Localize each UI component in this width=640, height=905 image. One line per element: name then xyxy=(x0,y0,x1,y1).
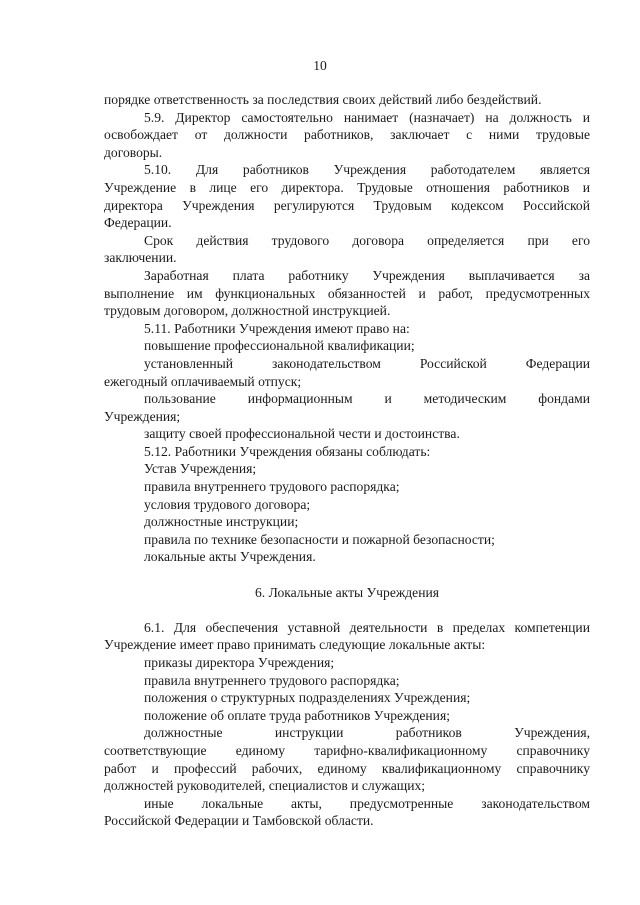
text-line: Устав Учреждения; xyxy=(144,461,257,477)
text-block-section-5 xyxy=(104,91,590,566)
text-line: освобождает от должности работников, заключает с ними трудовые xyxy=(104,127,590,143)
text-line: повышение профессиональной квалификации; xyxy=(144,338,415,354)
text-line: директора Учреждения регулируются Трудовым кодексом Российской xyxy=(104,197,590,213)
page-number: 10 xyxy=(313,58,327,73)
text-line: Срок действия трудового договора определяется при его xyxy=(144,232,590,248)
text-line: правила внутреннего трудового распорядка; xyxy=(144,672,400,688)
text-line: правила по технике безопасности и пожарной безопасности; xyxy=(144,531,495,547)
spacer xyxy=(104,601,590,619)
spacer xyxy=(104,566,590,584)
text-line: порядке ответственность за последствия своих действий либо бездействий. xyxy=(104,92,542,107)
text-line: 5.11. Работники Учреждения имеют право на: xyxy=(144,320,410,336)
text-line: 6.1. Для обеспечения уставной деятельности в пределах компетенции xyxy=(144,619,590,635)
text-line: Учреждение в лице его директора. Трудовые отношения работников и xyxy=(104,179,590,195)
text-line: должностные инструкции работников Учреждения, xyxy=(144,725,590,741)
text-line: защиту своей профессиональной чести и достоинства. xyxy=(144,426,460,442)
section-heading: 6. Локальные акты Учреждения xyxy=(254,584,439,600)
text-block-section-6 xyxy=(104,619,590,830)
text-line: договоры. xyxy=(104,144,163,160)
text-line: Учреждения; xyxy=(104,408,181,424)
text-line: соответствующие единому тарифно-квалификационному справочнику xyxy=(104,742,590,758)
text-line: условия трудового договора; xyxy=(144,496,311,512)
text-line: Заработная плата работнику Учреждения выплачивается за xyxy=(144,267,590,283)
text-line: Учреждение имеет право принимать следующие локальные акты: xyxy=(104,637,486,653)
text-line: 5.10. Для работников Учреждения работодателем является xyxy=(144,162,590,178)
text-line: положения о структурных подразделениях Учреждения; xyxy=(144,690,471,706)
text-line: выполнение им функциональных обязанностей и работ, предусмотренных xyxy=(104,285,590,301)
text-line: должностные инструкции; xyxy=(144,514,299,530)
text-line: иные локальные акты, предусмотренные законодательством xyxy=(144,795,590,811)
text-line: 5.9. Директор самостоятельно нанимает (назначает) на должность и xyxy=(144,109,590,125)
text-line: Российской Федерации и Тамбовской области. xyxy=(104,813,374,829)
text-line: ежегодный оплачиваемый отпуск; xyxy=(104,373,302,389)
text-line: работ и профессий рабочих, единому квалификационному справочнику xyxy=(104,760,590,776)
text-line: 5.12. Работники Учреждения обязаны соблюдать: xyxy=(144,443,431,459)
text-line: должностей руководителей, специалистов и служащих; xyxy=(104,778,426,794)
text-line: установленный законодательством Российской Федерации xyxy=(144,355,590,371)
text-line: пользование информационным и методическим фондами xyxy=(144,391,590,407)
text-line: правила внутреннего трудового распорядка; xyxy=(144,479,400,495)
text-line: локальные акты Учреждения. xyxy=(144,549,316,565)
document-body xyxy=(104,91,590,830)
text-line: заключении. xyxy=(104,250,177,266)
text-line: приказы директора Учреждения; xyxy=(144,655,335,670)
text-line: трудовым договором, должностной инструкцией. xyxy=(104,303,391,319)
text-line: положение об оплате труда работников Учреждения; xyxy=(144,707,450,723)
text-line: Федерации. xyxy=(104,215,172,231)
